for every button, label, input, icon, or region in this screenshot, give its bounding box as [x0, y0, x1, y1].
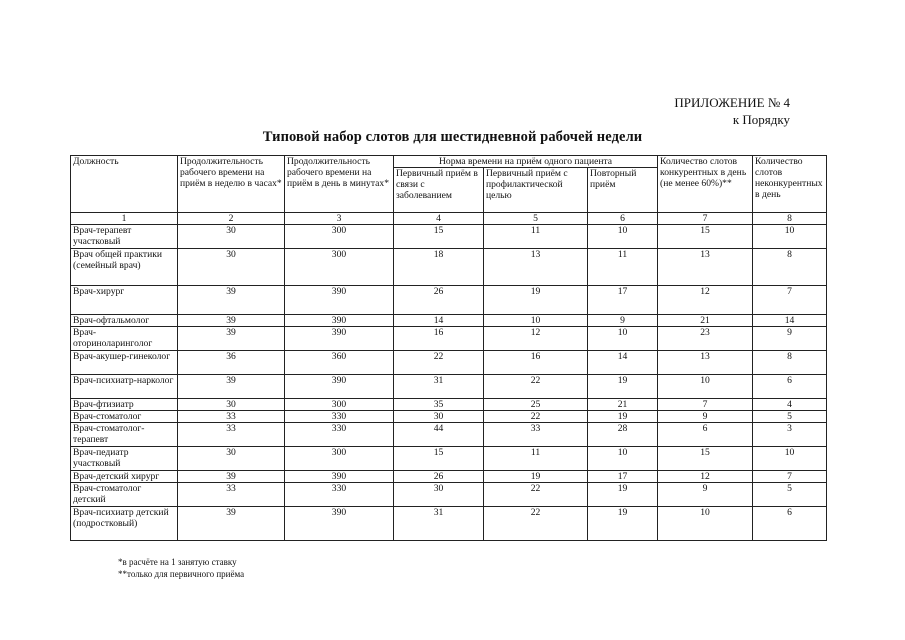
table-row — [71, 249, 827, 286]
position-cell: Врач-стоматолог детский — [71, 483, 178, 507]
value-cell: 7 — [753, 286, 827, 315]
header-position: Должность — [71, 156, 178, 213]
value-cell: 23 — [658, 327, 753, 351]
value-cell: 5 — [753, 411, 827, 423]
value-cell: 19 — [484, 286, 588, 315]
table-row — [71, 399, 827, 411]
value-cell: 33 — [484, 423, 588, 447]
position-cell: Врач-стоматолог — [71, 411, 178, 423]
value-cell: 39 — [178, 315, 285, 327]
position-cell: Врач-психиатр детский (подростковый) — [71, 507, 178, 541]
col-number: 3 — [285, 213, 394, 225]
table-row — [71, 225, 827, 249]
position-cell: Врач-детский хирург — [71, 471, 178, 483]
footnote-1: *в расчёте на 1 занятую ставку — [118, 557, 237, 567]
value-cell: 12 — [658, 286, 753, 315]
col-number: 1 — [71, 213, 178, 225]
value-cell: 10 — [658, 507, 753, 541]
header-norm-group: Норма времени на приём одного пациента — [394, 156, 658, 168]
value-cell: 10 — [658, 375, 753, 399]
value-cell: 330 — [285, 411, 394, 423]
value-cell: 9 — [588, 315, 658, 327]
value-cell: 10 — [588, 447, 658, 471]
value-cell: 7 — [658, 399, 753, 411]
position-cell: Врач общей практики (семейный врач) — [71, 249, 178, 286]
table-row — [71, 483, 827, 507]
value-cell: 25 — [484, 399, 588, 411]
value-cell: 26 — [394, 471, 484, 483]
value-cell: 26 — [394, 286, 484, 315]
value-cell: 11 — [484, 225, 588, 249]
position-cell: Врач-офтальмолог — [71, 315, 178, 327]
value-cell: 19 — [588, 507, 658, 541]
header-competitive: Количество слотов конкурентных в день (не менее 60%)** — [658, 156, 753, 213]
value-cell: 22 — [484, 411, 588, 423]
value-cell: 44 — [394, 423, 484, 447]
value-cell: 22 — [484, 375, 588, 399]
value-cell: 33 — [178, 483, 285, 507]
value-cell: 21 — [658, 315, 753, 327]
value-cell: 30 — [178, 447, 285, 471]
value-cell: 39 — [178, 471, 285, 483]
header-primary-preventive: Первичный приём с профилактической целью — [484, 168, 588, 213]
value-cell: 8 — [753, 351, 827, 375]
col-number: 4 — [394, 213, 484, 225]
value-cell: 39 — [178, 327, 285, 351]
value-cell: 17 — [588, 286, 658, 315]
value-cell: 16 — [484, 351, 588, 375]
appendix-header — [674, 94, 790, 128]
table-row — [71, 411, 827, 423]
table-row — [71, 286, 827, 315]
value-cell: 6 — [658, 423, 753, 447]
value-cell: 39 — [178, 375, 285, 399]
position-cell: Врач-фтизиатр — [71, 399, 178, 411]
header-primary-disease: Первичный приём в связи с заболеванием — [394, 168, 484, 213]
value-cell: 330 — [285, 483, 394, 507]
value-cell: 17 — [588, 471, 658, 483]
table-row — [71, 375, 827, 399]
value-cell: 8 — [753, 249, 827, 286]
value-cell: 39 — [178, 507, 285, 541]
value-cell: 10 — [753, 225, 827, 249]
value-cell: 15 — [658, 225, 753, 249]
value-cell: 31 — [394, 507, 484, 541]
header-repeat: Повторный приём — [588, 168, 658, 213]
value-cell: 21 — [588, 399, 658, 411]
value-cell: 15 — [394, 225, 484, 249]
col-number: 5 — [484, 213, 588, 225]
value-cell: 14 — [753, 315, 827, 327]
value-cell: 15 — [394, 447, 484, 471]
value-cell: 33 — [178, 423, 285, 447]
value-cell: 12 — [658, 471, 753, 483]
value-cell: 18 — [394, 249, 484, 286]
value-cell: 390 — [285, 315, 394, 327]
value-cell: 4 — [753, 399, 827, 411]
value-cell: 7 — [753, 471, 827, 483]
footnotes — [118, 556, 244, 580]
value-cell: 390 — [285, 375, 394, 399]
value-cell: 10 — [588, 327, 658, 351]
appendix-number: ПРИЛОЖЕНИЕ № 4 — [674, 95, 790, 110]
value-cell: 9 — [753, 327, 827, 351]
value-cell: 31 — [394, 375, 484, 399]
value-cell: 390 — [285, 471, 394, 483]
value-cell: 9 — [658, 483, 753, 507]
value-cell: 30 — [394, 483, 484, 507]
header-row-1 — [71, 156, 827, 168]
value-cell: 390 — [285, 507, 394, 541]
value-cell: 6 — [753, 507, 827, 541]
value-cell: 22 — [484, 483, 588, 507]
value-cell: 10 — [753, 447, 827, 471]
col-number: 2 — [178, 213, 285, 225]
value-cell: 11 — [588, 249, 658, 286]
value-cell: 33 — [178, 411, 285, 423]
value-cell: 360 — [285, 351, 394, 375]
value-cell: 19 — [484, 471, 588, 483]
value-cell: 39 — [178, 286, 285, 315]
value-cell: 13 — [658, 249, 753, 286]
value-cell: 10 — [484, 315, 588, 327]
value-cell: 16 — [394, 327, 484, 351]
value-cell: 14 — [588, 351, 658, 375]
table-row — [71, 351, 827, 375]
position-cell: Врач-психиатр-нарколог — [71, 375, 178, 399]
value-cell: 390 — [285, 327, 394, 351]
value-cell: 330 — [285, 423, 394, 447]
position-cell: Врач-хирург — [71, 286, 178, 315]
value-cell: 12 — [484, 327, 588, 351]
value-cell: 390 — [285, 286, 394, 315]
position-cell: Врач-оториноларинголог — [71, 327, 178, 351]
document-title: Типовой набор слотов для шестидневной рабочей недели — [262, 129, 643, 145]
value-cell: 6 — [753, 375, 827, 399]
value-cell: 30 — [178, 225, 285, 249]
header-minutes-day: Продолжительность рабочего времени на приём в день в минутах* — [285, 156, 394, 213]
footnote-2: **только для первичного приёма — [118, 569, 245, 579]
value-cell: 28 — [588, 423, 658, 447]
table-row — [71, 423, 827, 447]
value-cell: 15 — [658, 447, 753, 471]
value-cell: 10 — [588, 225, 658, 249]
col-number: 8 — [753, 213, 827, 225]
position-cell: Врач-педиатр участковый — [71, 447, 178, 471]
value-cell: 300 — [285, 447, 394, 471]
value-cell: 36 — [178, 351, 285, 375]
table-row — [71, 507, 827, 541]
value-cell: 300 — [285, 399, 394, 411]
value-cell: 3 — [753, 423, 827, 447]
value-cell: 5 — [753, 483, 827, 507]
value-cell: 35 — [394, 399, 484, 411]
value-cell: 19 — [588, 411, 658, 423]
value-cell: 19 — [588, 483, 658, 507]
position-cell: Врач-стоматолог-терапевт — [71, 423, 178, 447]
table-row — [71, 471, 827, 483]
table-row — [71, 447, 827, 471]
header-noncompetitive: Количество слотов неконкурентных в день — [753, 156, 827, 213]
position-cell: Врач-терапевт участковый — [71, 225, 178, 249]
value-cell: 30 — [394, 411, 484, 423]
value-cell: 19 — [588, 375, 658, 399]
table-row — [71, 327, 827, 351]
value-cell: 13 — [658, 351, 753, 375]
header-hours-week: Продолжительность рабочего времени на приём в неделю в часах* — [178, 156, 285, 213]
col-number: 6 — [588, 213, 658, 225]
slots-table — [70, 155, 827, 541]
column-number-row — [71, 213, 827, 225]
col-number: 7 — [658, 213, 753, 225]
value-cell: 14 — [394, 315, 484, 327]
value-cell: 30 — [178, 249, 285, 286]
value-cell: 300 — [285, 225, 394, 249]
position-cell: Врач-акушер-гинеколог — [71, 351, 178, 375]
value-cell: 9 — [658, 411, 753, 423]
value-cell: 11 — [484, 447, 588, 471]
value-cell: 30 — [178, 399, 285, 411]
value-cell: 22 — [484, 507, 588, 541]
value-cell: 300 — [285, 249, 394, 286]
value-cell: 22 — [394, 351, 484, 375]
table-row — [71, 315, 827, 327]
value-cell: 13 — [484, 249, 588, 286]
appendix-reference: к Порядку — [732, 112, 790, 127]
